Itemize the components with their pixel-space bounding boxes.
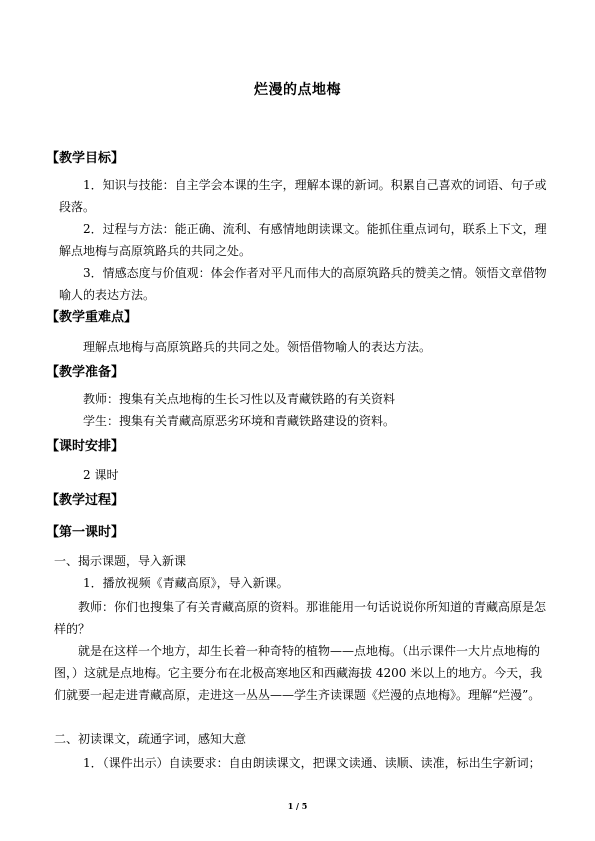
part2-title: 二、初读课文，疏通字词，感知大意 bbox=[54, 732, 247, 746]
part1-introduction: 就是在这样一个地方，却生长着一种奇特的植物——点地梅。（出示课件一大片点地梅的图，）这就是点地梅。它主要分布在北极高寒地区和西藏海拔 4200 米以上的地方。今天，我们就要一起走进青藏高原，走进这一丛丛——学生齐读课题《烂漫的点地梅》。理解“烂漫”。 bbox=[54, 644, 543, 702]
part1-teacher-question: 教师：你们也搜集了有关青藏高原的资料。那谁能用一句话说说你所知道的青藏高原是怎样的？ bbox=[54, 600, 547, 636]
goal-item-2: 2．过程与方法：能正确、流利、有感情地朗读课文。能抓住重点词句，联系上下文，理解点地梅与高原筑路兵的共同之处。 bbox=[59, 222, 547, 258]
heading-teaching-goals: 【教学目标】 bbox=[46, 151, 125, 166]
preparation-teacher: 教师：搜集有关点地梅的生长习性以及青藏铁路的有关资料 bbox=[83, 392, 396, 406]
goal-item-1: 1．知识与技能：自主学会本课的生字，理解本课的新词。积累自己喜欢的词语、句子或段落。 bbox=[59, 178, 547, 214]
heading-lesson-one: 【第一课时】 bbox=[46, 525, 125, 540]
part1-title: 一、揭示课题，导入新课 bbox=[54, 554, 187, 568]
heading-teaching-process: 【教学过程】 bbox=[46, 493, 125, 508]
part1-step1: 1．播放视频《青藏高原》，导入新课。 bbox=[83, 576, 289, 590]
page-number: 1 / 5 bbox=[287, 801, 308, 811]
heading-schedule: 【课时安排】 bbox=[46, 439, 125, 454]
document-title: 烂漫的点地梅 bbox=[254, 82, 341, 98]
key-points-text: 理解点地梅与高原筑路兵的共同之处。领悟借物喻人的表达方法。 bbox=[83, 340, 432, 354]
heading-preparation: 【教学准备】 bbox=[46, 365, 125, 380]
heading-key-points: 【教学重难点】 bbox=[46, 310, 138, 325]
schedule-text: 2 课时 bbox=[83, 468, 119, 482]
preparation-student: 学生：搜集有关青藏高原恶劣环境和青藏铁路建设的资料。 bbox=[83, 414, 396, 428]
part2-step1: 1．（课件出示）自读要求：自由朗读课文，把课文读通、读顺、读准，标出生字新词； bbox=[83, 756, 541, 770]
goal-item-3: 3．情感态度与价值观：体会作者对平凡而伟大的高原筑路兵的赞美之情。领悟文章借物喻人的表达方法。 bbox=[59, 266, 547, 302]
